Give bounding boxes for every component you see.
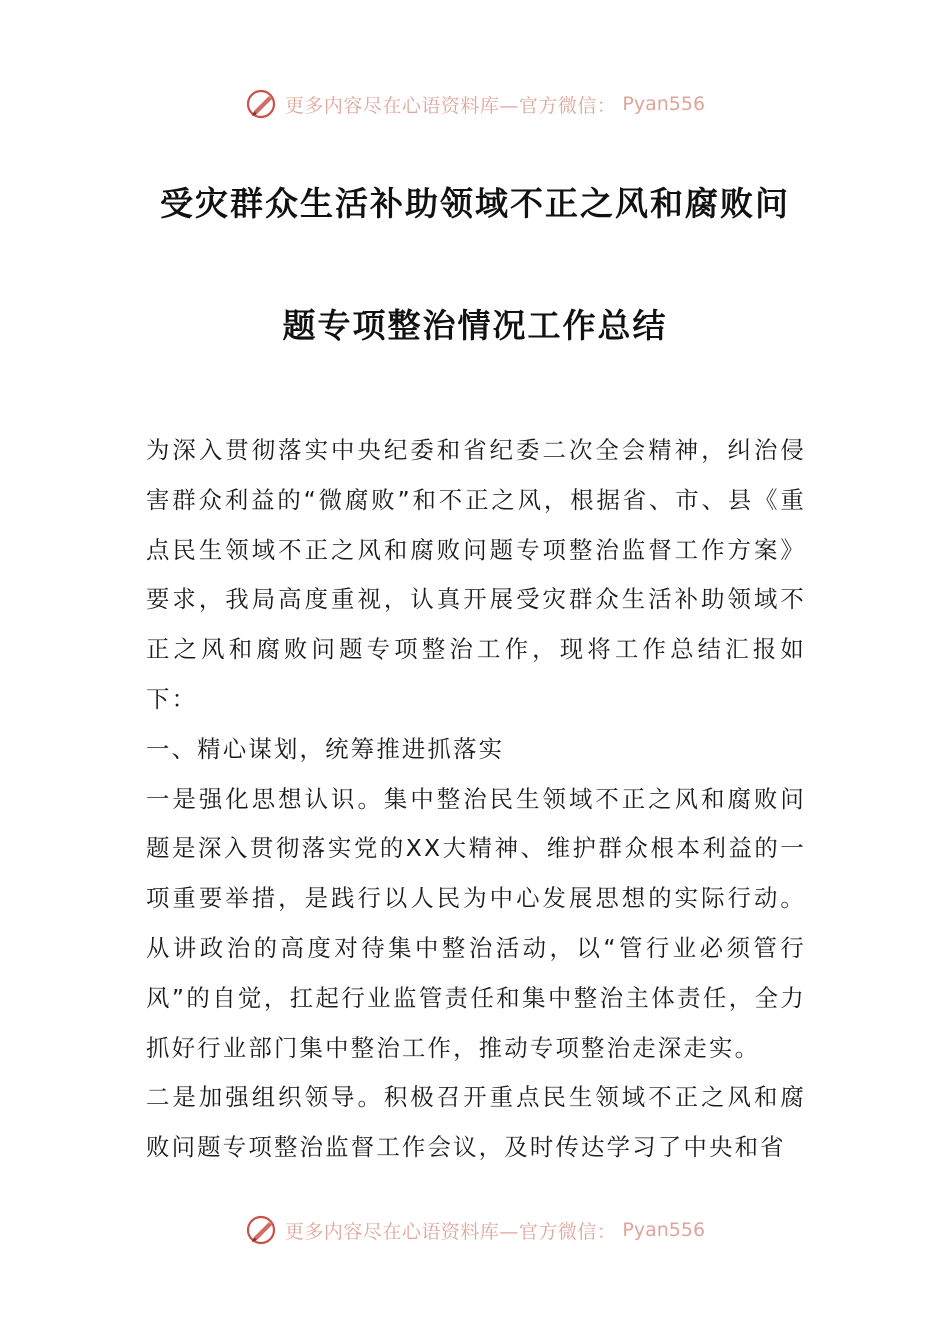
watermark-wechat-id: Pyan556 — [622, 1219, 706, 1241]
paragraph-point-2: 二是加强组织领导。积极召开重点民生领域不正之风和腐败问题专项整治监督工作会议，及时传达学习了中央和省 — [146, 1083, 806, 1162]
watermark-header — [0, 84, 950, 124]
section-heading-1: 一、精心谋划，统筹推进抓落实 — [146, 734, 505, 763]
watermark-text: 更多内容尽在心语资料库—官方微信： — [284, 94, 617, 117]
document-title-line-2: 题专项整治情况工作总结 — [282, 306, 668, 345]
watermark-footer — [0, 1210, 950, 1250]
pen-logo-icon — [245, 87, 279, 121]
pen-logo-icon — [245, 1213, 279, 1247]
paragraph-intro: 为深入贯彻落实中央纪委和省纪委二次全会精神，纠治侵害群众利益的“微腐败”和不正之风，根据省、市、县《重点民生领域不正之风和腐败问题专项整治监督工作方案》要求，我局高度重视，认真开展受灾群众生活补助领域不正之风和腐败问题专项整治工作，现将工作总结汇报如下： — [146, 436, 806, 713]
paragraph-point-1: 一是强化思想认识。集中整治民生领域不正之风和腐败问题是深入贯彻落实党的XX大精神、维护群众根本利益的一项重要举措，是践行以人民为中心发展思想的实际行动。从讲政治的高度对待集中整治活动，以“管行业必须管行风”的自觉，扛起行业监管责任和集中整治主体责任，全力抓好行业部门集中整治工作，推动专项整治走深走实。 — [146, 784, 806, 1062]
document-title-line-1: 受灾群众生活补助领域不正之风和腐败问 — [160, 184, 790, 223]
watermark-wechat-id: Pyan556 — [622, 93, 706, 115]
document-body — [146, 426, 806, 1173]
watermark-text: 更多内容尽在心语资料库—官方微信： — [284, 1220, 617, 1243]
